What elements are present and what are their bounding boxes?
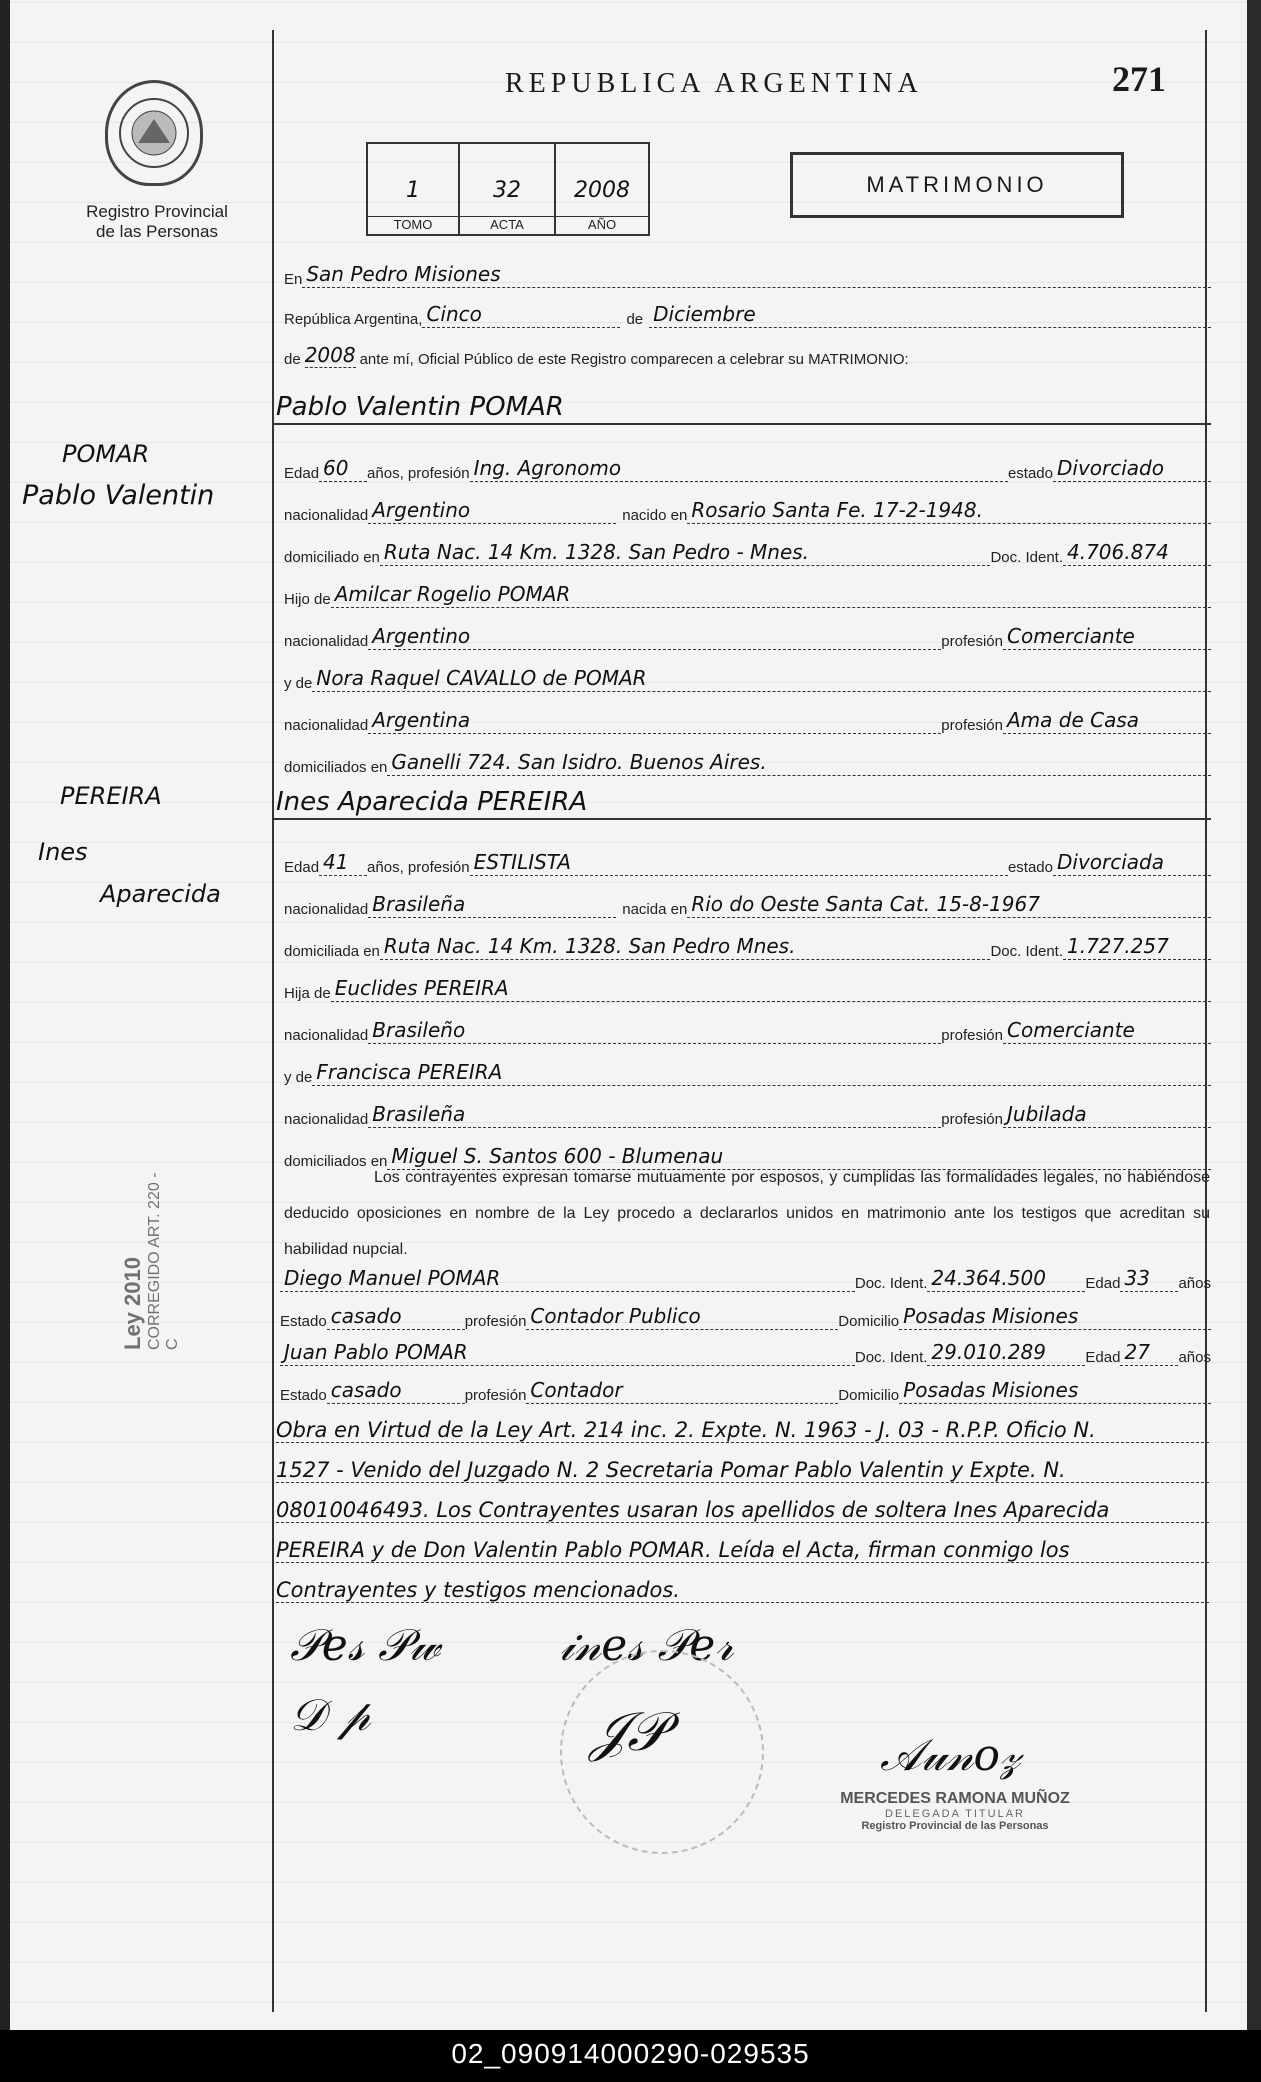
husband-parents-address-row — [284, 746, 1211, 776]
edad-label: Edad — [284, 465, 320, 482]
wife-status: Divorciada — [1053, 850, 1211, 876]
profesion-label: profesión — [941, 1111, 1003, 1128]
anos-profesion-label: años, profesión — [367, 859, 470, 876]
day-value: Cinco — [422, 302, 620, 328]
side-stamp — [120, 1160, 210, 1350]
nacionalidad-label: nacionalidad — [284, 507, 369, 524]
folio-number: 271 — [1112, 59, 1166, 99]
wife-mother-row — [284, 1056, 1211, 1086]
witness-2-status: casado — [327, 1378, 465, 1404]
edad-label: Edad — [1085, 1275, 1121, 1292]
de-label: de — [626, 311, 644, 328]
domiciliada-label: domiciliada en — [284, 943, 380, 960]
wife-full-name: Ines Aparecida PEREIRA — [272, 787, 1211, 820]
margin-husband-surname: POMAR — [62, 440, 150, 468]
side-stamp-line-1: Ley 2010 — [120, 1257, 145, 1350]
witness-2-doc: 29.010.289 — [927, 1340, 1085, 1366]
wife-parents-address: Miguel S. Santos 600 - Blumenau — [387, 1144, 1211, 1170]
doc-type-label: MATRIMONIO — [866, 172, 1048, 197]
witness-1-name: Diego Manuel POMAR — [280, 1266, 855, 1292]
note-line-1: Obra en Virtud de la Ley Art. 214 inc. 2. Expte. N. 1963 - J. 03 - R.P.P. Oficio N. — [276, 1418, 1209, 1443]
month-value: Diciembre — [649, 302, 1211, 328]
note-line-2: 1527 - Venido del Juzgado N. 2 Secretaria Pomar Pablo Valentin y Expte. N. — [276, 1458, 1209, 1483]
wife-signature: 𝒾𝓃𝑒𝓈 𝒫𝑒𝓇 — [560, 1620, 734, 1671]
tomo-value: 1 — [406, 178, 420, 203]
witness-1-signature: 𝒟 𝓅 — [290, 1690, 371, 1741]
doc-type-box — [790, 152, 1124, 218]
country-title: REPUBLICA ARGENTINA — [505, 68, 923, 99]
footer-bar — [0, 2030, 1261, 2082]
note-line-3: 08010046493. Los Contrayentes usaran los apellidos de soltera Ines Aparecida — [276, 1498, 1209, 1523]
intro-sentence: ante mí, Oficial Público de este Registro comparecen a celebrar su MATRIMONIO: — [359, 351, 909, 368]
estado-label: Estado — [280, 1387, 327, 1404]
domicilio-label: Domicilio — [838, 1313, 900, 1330]
doc-ident-label: Doc. Ident. — [990, 549, 1063, 566]
y-de-label: y de — [284, 675, 313, 692]
registry-name — [62, 202, 252, 242]
husband-name-row — [272, 392, 1211, 425]
ano-label: AÑO — [556, 216, 648, 232]
official-block — [820, 1790, 1090, 1832]
official-name: MERCEDES RAMONA MUÑOZ — [840, 1790, 1070, 1807]
domiciliados-label: domiciliados en — [284, 1153, 388, 1170]
husband-doc: 4.706.874 — [1063, 540, 1211, 566]
husband-birth: Rosario Santa Fe. 17-2-1948. — [687, 498, 1211, 524]
acta-label: ACTA — [460, 216, 554, 232]
husband-mother-row — [284, 662, 1211, 692]
husband-address: Ruta Nac. 14 Km. 1328. San Pedro - Mnes. — [380, 540, 991, 566]
margin-wife-name-2: Aparecida — [100, 880, 221, 908]
wife-nationality: Brasileña — [368, 892, 616, 918]
official-stamp — [560, 1650, 764, 1854]
witness-2-profession: Contador — [526, 1378, 838, 1404]
nacida-label: nacida en — [622, 901, 688, 918]
year-row — [284, 338, 1211, 368]
tomo-label: TOMO — [368, 216, 458, 232]
witness-1-age: 33 — [1120, 1266, 1178, 1292]
husband-father-row — [284, 578, 1211, 608]
wife-father-nationality: Brasileño — [368, 1018, 941, 1044]
witness-1-address: Posadas Misiones — [899, 1304, 1211, 1330]
wife-age-row — [284, 846, 1211, 876]
husband-signature: 𝒫𝑒𝓈 𝒫𝓌 — [290, 1620, 441, 1671]
witness-2-name: Juan Pablo POMAR — [280, 1340, 855, 1366]
edad-label: Edad — [1085, 1349, 1121, 1366]
acta-value: 32 — [493, 178, 521, 203]
wife-father: Euclides PEREIRA — [331, 976, 1211, 1002]
husband-nationality: Argentino — [368, 498, 616, 524]
margin-wife-name-1: Ines — [38, 838, 88, 866]
official-org: Registro Provincial de las Personas — [861, 1820, 1049, 1832]
husband-full-name: Pablo Valentin POMAR — [272, 392, 1211, 425]
husband-age-row — [284, 452, 1211, 482]
husband-father-nationality: Argentino — [368, 624, 941, 650]
scan-left-edge — [0, 0, 10, 2030]
record-box — [366, 142, 650, 236]
wife-mother-nationality: Brasileña — [368, 1102, 941, 1128]
hijo-label: Hijo de — [284, 591, 331, 608]
date-row — [284, 298, 1211, 328]
wife-profession: ESTILISTA — [470, 850, 1008, 876]
place-row — [284, 258, 1211, 288]
wife-father-profession: Comerciante — [1003, 1018, 1211, 1044]
witness-2-age: 27 — [1120, 1340, 1178, 1366]
wife-mother-profession: Jubilada — [1003, 1102, 1211, 1128]
estado-label: estado — [1007, 465, 1053, 482]
margin-husband-names: Pablo Valentin — [22, 480, 215, 511]
provincial-seal — [105, 80, 203, 186]
official-title: DELEGADA TITULAR — [885, 1808, 1025, 1820]
footer-code: 02_090914000290-029535 — [451, 2038, 810, 2069]
witness-1-profession: Contador Publico — [526, 1304, 838, 1330]
official-signature: 𝒜𝓊𝓃𝑜𝓏 — [880, 1730, 1021, 1781]
husband-parents-address: Ganelli 724. San Isidro. Buenos Aires. — [387, 750, 1211, 776]
margin-wife-surname: PEREIRA — [60, 782, 162, 810]
wife-age: 41 — [319, 850, 367, 876]
wife-doc: 1.727.257 — [1063, 934, 1211, 960]
nacionalidad-label: nacionalidad — [284, 633, 369, 650]
witness-2-row — [280, 1336, 1211, 1366]
wife-nationality-row — [284, 888, 1211, 918]
wife-address-row — [284, 930, 1211, 960]
wife-mother: Francisca PEREIRA — [312, 1060, 1211, 1086]
y-de-label: y de — [284, 1069, 313, 1086]
note-line-4: PEREIRA y de Don Valentin Pablo POMAR. Leída el Acta, firman conmigo los — [276, 1538, 1209, 1563]
husband-mother-nat-row — [284, 704, 1211, 734]
side-stamp-line-2: CORREGIDO ART. 220 - C — [146, 1172, 181, 1350]
witness-1-row — [280, 1262, 1211, 1292]
en-label: En — [284, 271, 303, 288]
nacionalidad-label: nacionalidad — [284, 717, 369, 734]
husband-father-profession: Comerciante — [1003, 624, 1211, 650]
husband-mother-profession: Ama de Casa — [1003, 708, 1211, 734]
profesion-label: profesión — [941, 633, 1003, 650]
husband-age: 60 — [319, 456, 367, 482]
year-prefix: de — [284, 351, 301, 368]
wife-address: Ruta Nac. 14 Km. 1328. San Pedro Mnes. — [380, 934, 991, 960]
nacionalidad-label: nacionalidad — [284, 1027, 369, 1044]
husband-mother-nationality: Argentina — [368, 708, 941, 734]
anos-label: años — [1178, 1349, 1211, 1366]
husband-father-nat-row — [284, 620, 1211, 650]
husband-status: Divorciado — [1053, 456, 1211, 482]
margin-divider — [272, 30, 274, 2012]
nacionalidad-label: nacionalidad — [284, 1111, 369, 1128]
wife-name-row — [272, 787, 1211, 820]
doc-ident-label: Doc. Ident. — [854, 1275, 928, 1292]
edad-label: Edad — [284, 859, 320, 876]
domiciliados-label: domiciliados en — [284, 759, 388, 776]
ano-value: 2008 — [574, 178, 630, 203]
anos-profesion-label: años, profesión — [367, 465, 470, 482]
doc-ident-label: Doc. Ident. — [854, 1349, 928, 1366]
profesion-label: profesión — [941, 717, 1003, 734]
husband-profession: Ing. Agronomo — [470, 456, 1008, 482]
republica-label: República Argentina, — [284, 311, 423, 328]
hija-label: Hija de — [284, 985, 331, 1002]
doc-ident-label: Doc. Ident. — [990, 943, 1063, 960]
place-value: San Pedro Misiones — [302, 262, 1211, 288]
husband-nationality-row — [284, 494, 1211, 524]
nacido-label: nacido en — [622, 507, 688, 524]
husband-mother: Nora Raquel CAVALLO de POMAR — [312, 666, 1211, 692]
witness-1-status: casado — [327, 1304, 465, 1330]
witness-2-details-row — [280, 1374, 1211, 1404]
witness-1-doc: 24.364.500 — [927, 1266, 1085, 1292]
husband-father: Amilcar Rogelio POMAR — [331, 582, 1211, 608]
nacionalidad-label: nacionalidad — [284, 901, 369, 918]
profesion-label: profesión — [464, 1387, 527, 1404]
profesion-label: profesión — [464, 1313, 527, 1330]
wife-birth: Rio do Oeste Santa Cat. 15-8-1967 — [687, 892, 1211, 918]
estado-label: estado — [1007, 859, 1053, 876]
witness-2-signature: 𝒥𝒫 — [590, 1700, 667, 1763]
wife-father-row — [284, 972, 1211, 1002]
wife-mother-nat-row — [284, 1098, 1211, 1128]
domiciliado-label: domiciliado en — [284, 549, 380, 566]
witness-1-details-row — [280, 1300, 1211, 1330]
husband-address-row — [284, 536, 1211, 566]
domicilio-label: Domicilio — [838, 1387, 900, 1404]
registry-line-1: Registro Provincial — [86, 202, 228, 221]
registry-line-2: de las Personas — [96, 222, 218, 241]
year-value: 2008 — [304, 343, 356, 367]
note-line-5: Contrayentes y testigos mencionados. — [276, 1578, 1209, 1603]
wife-father-nat-row — [284, 1014, 1211, 1044]
estado-label: Estado — [280, 1313, 327, 1330]
declaration-paragraph: Los contrayentes expresan tomarse mutuamente por esposos, y cumplidas las formalidades legales, no habiéndose deducido oposiciones en nombre de la Ley procedo a declararlos unidos en matrimonio ante los testigos que acreditan su habilidad nupcial. — [284, 1169, 1210, 1258]
scan-right-edge — [1247, 0, 1261, 2030]
profesion-label: profesión — [941, 1027, 1003, 1044]
anos-label: años — [1178, 1275, 1211, 1292]
witness-2-address: Posadas Misiones — [899, 1378, 1211, 1404]
